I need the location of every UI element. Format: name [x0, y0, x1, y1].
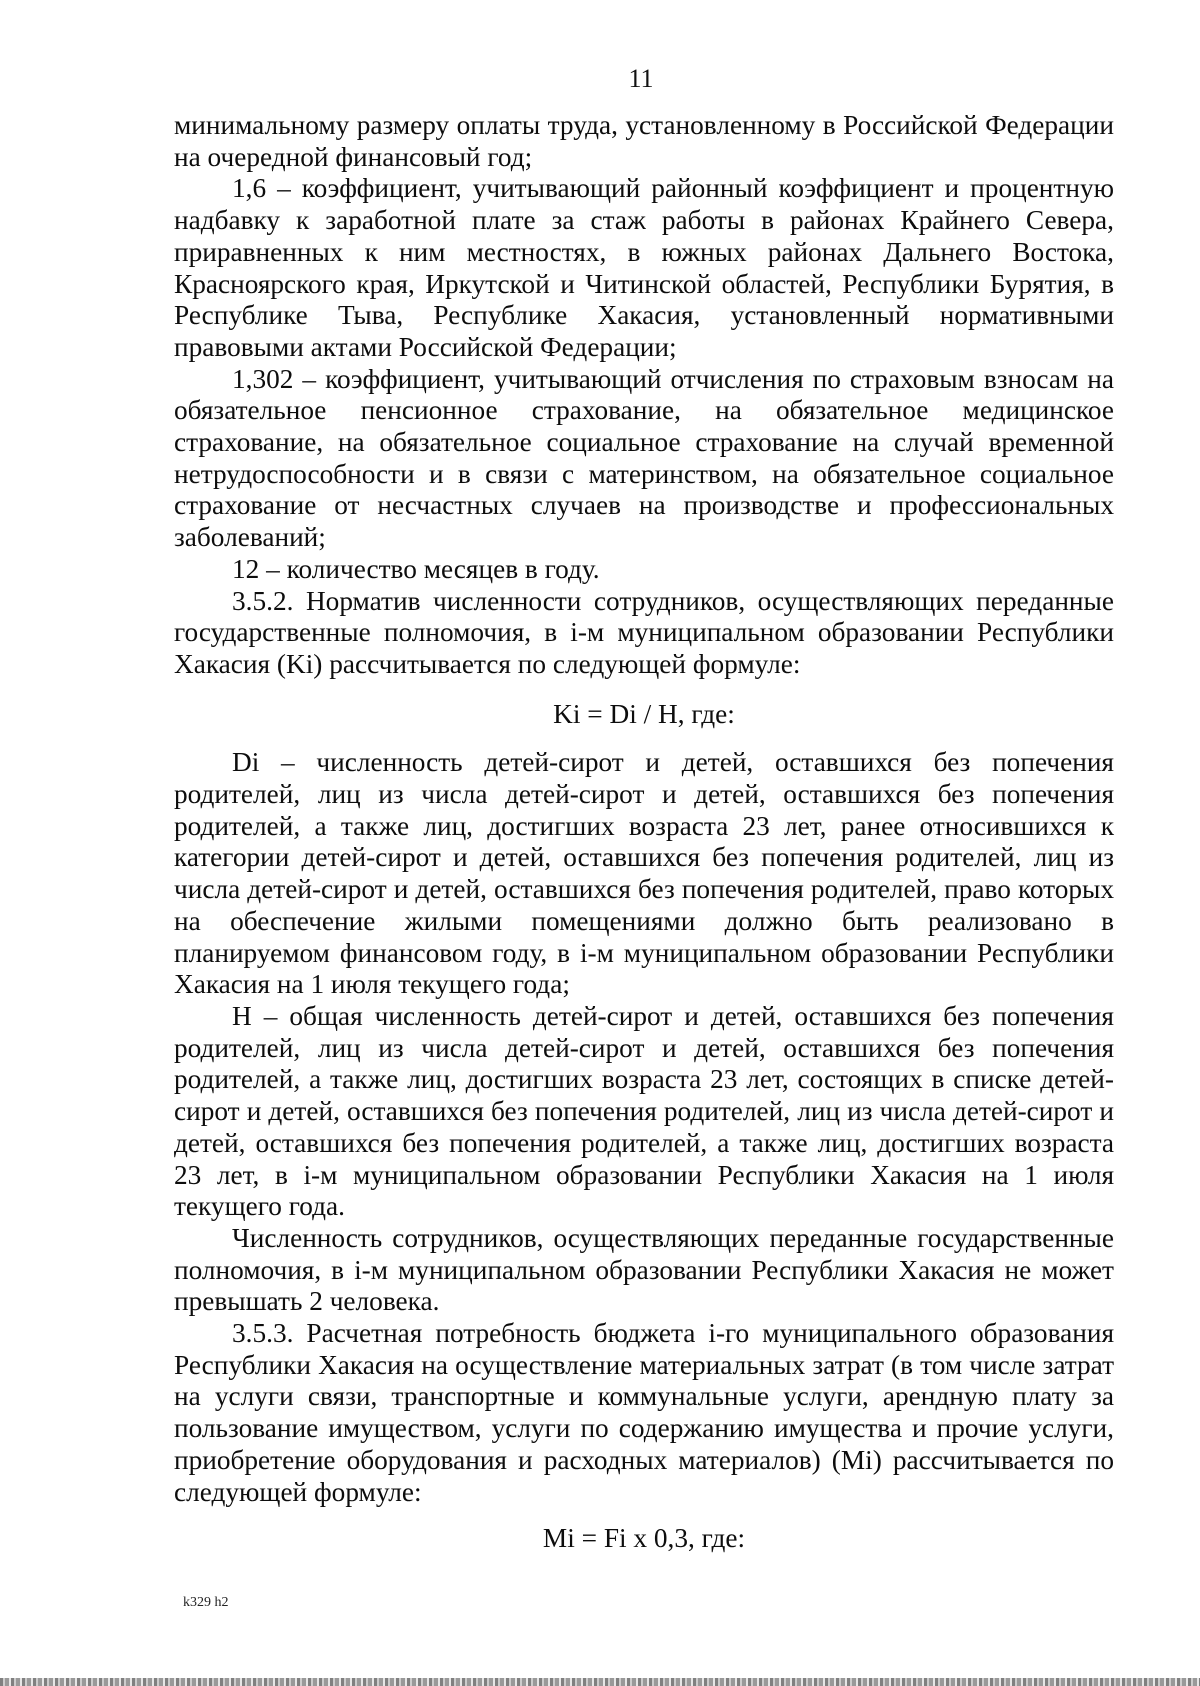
paragraph-continuation: минимальному размеру оплаты труда, установленному в Российской Федерации на очередной финансовый год; — [174, 110, 1114, 172]
paragraph-coefficient-1-6: 1,6 – коэффициент, учитывающий районный коэффициент и процентную надбавку к заработной плате за стаж работы в районах Крайнего Севера, приравненных к ним местностях, в южных районах Дальнего Востока, Красноярского края, Иркутской и Читинской областей, Республики Бурятия, в Республике Тыва, Республике Хакасия, установленный нормативными правовыми актами Российской Федерации; — [174, 173, 1114, 362]
formula-mi: Mi = Fi х 0,3, где: — [542, 1523, 746, 1554]
formula-ki: Ki = Di / H, где: — [553, 698, 735, 729]
paragraph-coefficient-1-302: 1,302 – коэффициент, учитывающий отчисления по страховым взносам на обязательное пенсионное страхование, на обязательное медицинское страхование, на обязательное социальное страхование на случай временной нетрудоспособности и в связи с материнством, на обязательное социальное страхование от несчастных случаев на производстве и профессиональных заболеваний; — [174, 363, 1114, 553]
scan-edge-artifact — [0, 1678, 1200, 1686]
document-body — [174, 110, 1114, 1555]
paragraph-di-definition: Di – численность детей-сирот и детей, оставшихся без попечения родителей, лиц из числа детей-сирот и детей, оставшихся без попечения родителей, а также лиц, достигших возраста 23 лет, ранее относившихся к категории детей-сирот и детей, оставшихся без попечения родителей, лиц из числа детей-сирот и детей, оставшихся без попечения родителей, право которых на обеспечение жилыми помещениями должно быть реализовано в планируемом финансовом году, в i-м муниципальном образовании Республики Хакасия на 1 июля текущего года; — [174, 747, 1114, 1000]
footer-document-code: k329 h2 — [183, 1595, 229, 1610]
paragraph-months: 12 – количество месяцев в году. — [232, 553, 600, 584]
paragraph-h-definition: H – общая численность детей-сирот и детей, оставшихся без попечения родителей, лиц из числа детей-сирот и детей, оставшихся без попечения родителей, а также лиц, достигших возраста 23 лет, состоящих в списке детей-сирот и детей, оставшихся без попечения родителей, лиц из числа детей-сирот и детей, оставшихся без попечения родителей, а также лиц, достигших возраста 23 лет, в i-м муниципальном образовании Республики Хакасия на 1 июля текущего года. — [174, 1000, 1114, 1222]
paragraph-staff-limit: Численность сотрудников, осуществляющих переданные государственные полномочия, в i-м муниципальном образовании Республики Хакасия не может превышать 2 человека. — [174, 1222, 1114, 1317]
paragraph-3-5-2: 3.5.2. Норматив численности сотрудников, осуществляющих переданные государственные полномочия, в i-м муниципальном образовании Республики Хакасия (Ki) рассчитывается по следующей формуле: — [174, 585, 1114, 679]
paragraph-3-5-3: 3.5.3. Расчетная потребность бюджета i-го муниципального образования Республики Хакасия на осуществление материальных затрат (в том числе затрат на услуги связи, транспортные и коммунальные услуги, арендную плату за пользование имуществом, услуги по содержанию имущества и прочие услуги, приобретение оборудования и расходных материалов) (Mi) рассчитывается по следующей формуле: — [174, 1318, 1114, 1507]
page-number: 11 — [628, 64, 654, 93]
